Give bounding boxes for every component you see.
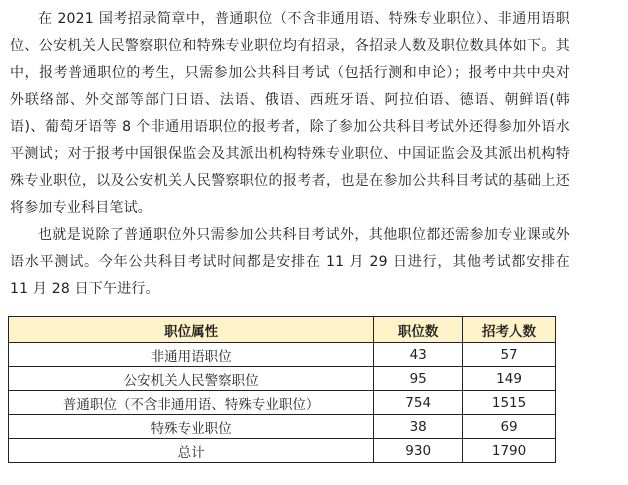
cell-total-positions: 930 [374,439,463,463]
table-header-row [9,317,556,343]
cell-position-type: 特殊专业职位 [9,415,374,439]
cell-recruit-count: 149 [463,367,556,391]
cell-position-count: 38 [374,415,463,439]
cell-total-recruits: 1790 [463,439,556,463]
cell-recruit-count: 69 [463,415,556,439]
paragraph-summary: 也就是说除了普通职位外只需参加公共科目考试外，其他职位都还需参加专业课或外语水平测试。今年公共科目考试时间都是安排在 11 月 29 日进行，其他考试都安排在 11 月 28 日下午进行。 [10,227,570,297]
positions-table [8,316,556,463]
cell-recruit-count: 1515 [463,391,556,415]
cell-position-type: 公安机关人民警察职位 [9,367,374,391]
table-row [9,367,556,391]
cell-recruit-count: 57 [463,343,556,367]
table-row [9,415,556,439]
table-row [9,391,556,415]
cell-position-type: 非通用语职位 [9,343,374,367]
cell-position-count: 95 [374,367,463,391]
table-row [9,343,556,367]
cell-position-count: 43 [374,343,463,367]
header-position-type: 职位属性 [9,317,374,343]
cell-total-label: 总计 [9,439,374,463]
paragraph-intro: 在 2021 国考招录简章中，普通职位（不含非通用语、特殊专业职位）、非通用语职位、公安机关人民警察职位和特殊专业职位均有招录，各招录人数及职位数具体如下。其中，报考普通职位的考生，只需参加公共科目考试（包括行测和申论）；报考中共中央对外联络部、外交部等部门日语、法语、俄语、西班牙语、阿拉伯语、德语、朝鲜语(韩语)、葡萄牙语等 8 个非通用语职位的报考者，除了参加公共科目考试外还得参加外语水平测试；对于报考中国银保监会及其派出机构特殊专业职位、中国证监会及其派出机构特殊专业职位，以及公安机关人民警察职位的报考者，也是在参加公共科目考试的基础上还将参加专业科目笔试。 [10,11,570,216]
table-total-row [9,439,556,463]
cell-position-type: 普通职位（不含非通用语、特殊专业职位） [9,391,374,415]
cell-position-count: 754 [374,391,463,415]
header-position-count: 职位数 [374,317,463,343]
article-body [10,6,570,303]
header-recruit-count: 招考人数 [463,317,556,343]
